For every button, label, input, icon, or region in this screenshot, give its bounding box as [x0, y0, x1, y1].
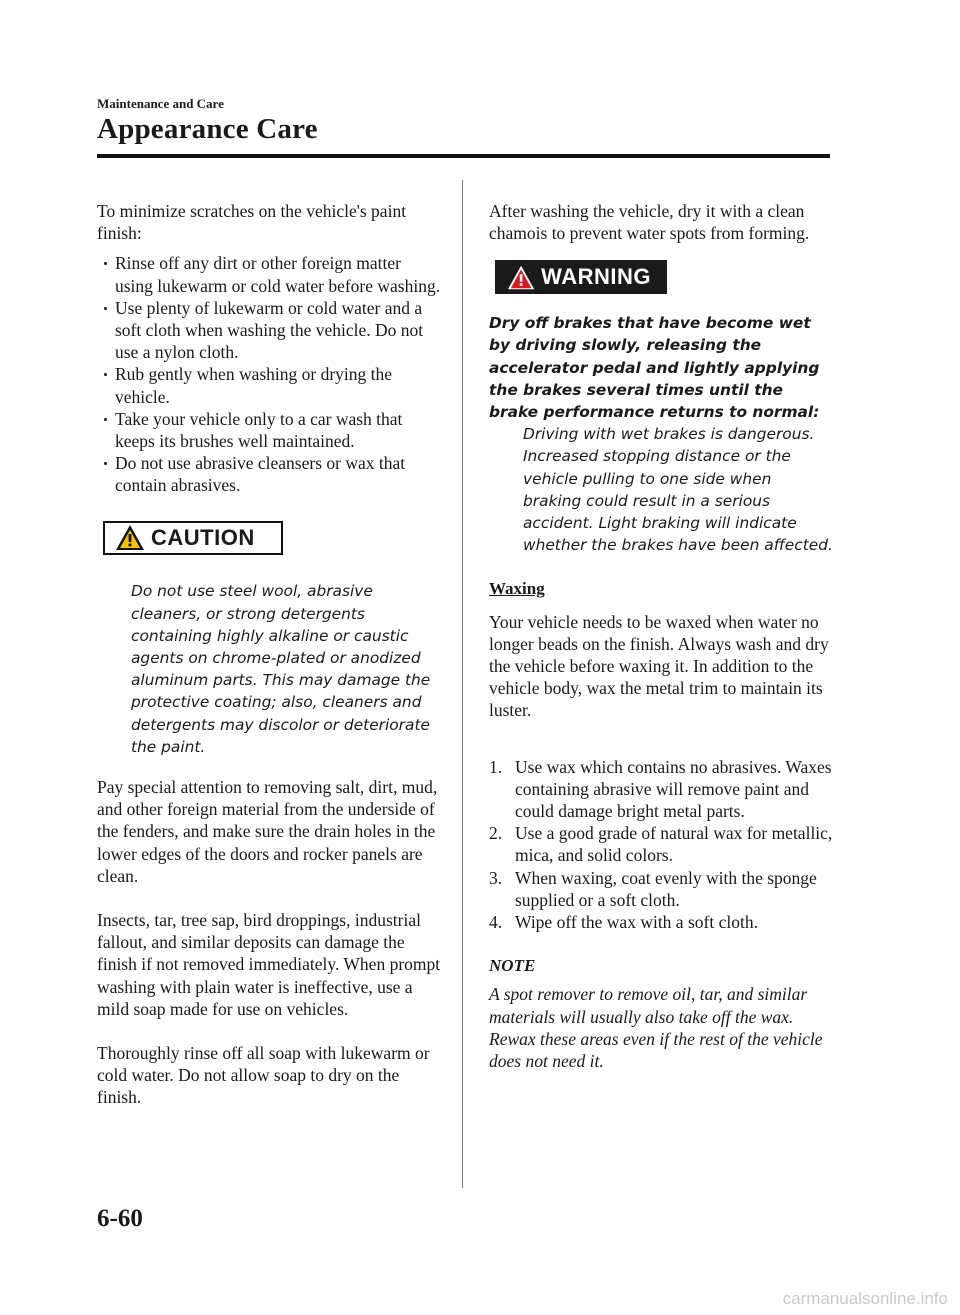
watermark: carmanualsonline.info	[782, 1289, 948, 1308]
warning-label	[495, 260, 667, 294]
page-number: 6-60	[97, 1205, 143, 1232]
step-text: Use wax which contains no abrasives. Waxes containing abrasive will remove paint and could damage bright metal parts.	[515, 756, 832, 821]
list-item: Use plenty of lukewarm or cold water and a soft cloth when washing the vehicle. Do not use a nylon cloth.	[97, 297, 442, 364]
page-title: Appearance Care	[97, 113, 318, 145]
drying-paragraph: After washing the vehicle, dry it with a clean chamois to prevent water spots from forming.	[489, 201, 810, 244]
step-text: When waxing, coat evenly with the sponge supplied or a soft cloth.	[515, 867, 817, 910]
warning-text-label: WARNING	[541, 264, 651, 290]
step-number: 4.	[489, 911, 503, 932]
step-number: 1.	[489, 756, 503, 777]
caution-body: Do not use steel wool, abrasive cleaners, or strong detergents containing highly alkaline or caustic agents on chrome-plated or anodized aluminum parts. This may damage the protective coating; also, cleaners and detergents may discolor or deteriorate the paint.	[131, 582, 431, 756]
column-divider	[462, 180, 463, 1188]
step-number: 2.	[489, 823, 503, 844]
list-item	[489, 756, 834, 823]
rinse-paragraph: Thoroughly rinse off all soap with lukewarm or cold water. Do not allow soap to dry on the finish.	[97, 1043, 430, 1108]
caution-text-label: CAUTION	[151, 524, 255, 550]
list-item	[489, 822, 834, 866]
right-column	[489, 200, 834, 1072]
left-column	[97, 200, 442, 1109]
warning-triangle-icon	[507, 264, 535, 291]
header-divider	[97, 154, 830, 158]
warning-triangle-icon	[115, 524, 145, 551]
waxing-paragraph: Your vehicle needs to be waxed when water no longer beads on the finish. Always wash and dry the vehicle before waxing it. In addition to the vehicle body, wax the metal trim to maintain its luster.	[489, 611, 829, 721]
section-label: Maintenance and Care	[97, 96, 224, 111]
list-item: Rub gently when washing or drying the vehicle.	[97, 363, 442, 407]
deposits-paragraph: Insects, tar, tree sap, bird droppings, industrial fallout, and similar deposits can damage the finish if not removed immediately. When prompt washing with plain water is ineffective, use a mild soap made for use on vehicles.	[97, 909, 441, 1019]
underside-paragraph: Pay special attention to removing salt, dirt, mud, and other foreign material from the underside of the fenders, and make sure the drain holes in the lower edges of the doors and rocker panels are clean.	[97, 776, 438, 886]
intro-paragraph: To minimize scratches on the vehicle's paint finish:	[97, 201, 407, 244]
warning-lead: Dry off brakes that have become wet by driving slowly, releasing the accelerator pedal and lightly applying the brakes several times until the brake performance returns to normal:	[489, 314, 820, 421]
waxing-heading: Waxing	[489, 579, 545, 599]
step-text: Wipe off the wax with a soft cloth.	[515, 911, 758, 932]
step-text: Use a good grade of natural wax for metallic, mica, and solid colors.	[515, 823, 833, 866]
list-item: Take your vehicle only to a car wash that keeps its brushes well maintained.	[97, 408, 442, 452]
list-item	[489, 911, 834, 933]
note-label: NOTE	[489, 956, 536, 976]
caution-label	[103, 521, 283, 555]
step-number: 3.	[489, 867, 503, 888]
scratch-tips-list	[97, 252, 442, 496]
list-item: Rinse off any dirt or other foreign matter using lukewarm or cold water before washing.	[97, 252, 442, 296]
list-item: Do not use abrasive cleansers or wax that contain abrasives.	[97, 452, 442, 496]
note-text: A spot remover to remove oil, tar, and similar materials will usually also take off the wax. Rewax these areas even if the rest of the vehicle does not need it.	[489, 984, 823, 1071]
list-item	[489, 867, 834, 911]
waxing-steps	[489, 756, 834, 934]
warning-body: Driving with wet brakes is dangerous. Increased stopping distance or the vehicle pulling to one side when braking could result in a serious accident. Light braking will indicate whether the brakes have been affected.	[523, 425, 833, 555]
